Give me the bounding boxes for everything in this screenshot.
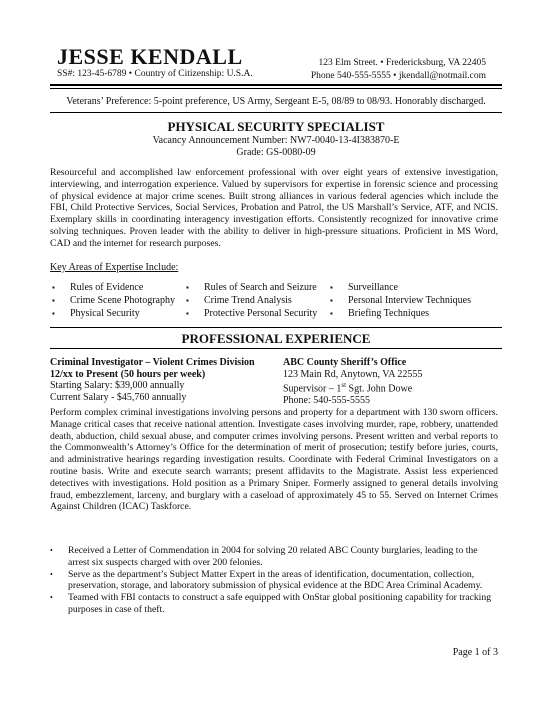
bullet-icon: ▪ [52,309,55,318]
bullet-icon: ▪ [186,296,189,305]
applicant-name: JESSE KENDALL [57,44,243,69]
accomplishments-list [50,545,498,616]
bullet-icon: • [50,569,53,579]
expertise-item: ▪ Physical Security [52,308,140,319]
bullet-icon: ▪ [186,283,189,292]
expertise-column-1 [52,281,175,320]
bullet-icon: ▪ [330,309,333,318]
expertise-item: ▪ Rules of Evidence [52,282,144,293]
job-duties: Perform complex criminal investigations involving persons and property for a department with 130 sworn officers. Manage critical cases that receive national attention. Investigate cases involving murder, rape, robbery, unattended death, abduction, child sexual abuse, and computer crimes involving persons. Present written and verbal reports to the Commonwealth’s Attorney’s Office for the determination of merit of prosecution; testify before juries, courts, and administrative hearings regarding investigation results. Coordinate with Federal Criminal Investigators on a routine basis. Write and execute search warrants; present affidavits to the Magistrate. Assist less experienced detectives with investigations. Hold position as a Primary Sniper. Formerly assigned to general details involving fraud, embezzlement, larceny, and burglary with a caseload of approximately 45 to 55. Served on Internet Crimes Against Children (ICAC) Taskforce. [50,407,498,513]
expertise-item: ▪ Personal Interview Techniques [330,295,471,306]
header-rule-thick [50,84,502,86]
bullet-icon: • [50,546,53,555]
bullet-icon: ▪ [330,283,333,292]
job-details [50,357,255,403]
phone-email: Phone 540-555-5555 • jkendall@notmail.com [310,71,486,81]
position-title: PHYSICAL SECURITY SPECIALIST [167,119,385,134]
header-rule-thin [50,88,502,89]
list-item: • Teamed with FBI contacts to construct a safe equipped with OnStar global positioning capability for tracking purposes in case of theft. [50,592,492,615]
veterans-rule [50,112,502,113]
job-dates: 12/xx to Present (50 hours per week) [50,368,206,380]
contact-block [300,57,486,83]
employer-address: 123 Main Rd, Anytown, VA 22555 [283,368,423,380]
experience-rule-bottom [50,348,502,349]
vacancy-announcement: Vacancy Announcement Number: NW7-0040-13-4I383870-E [152,135,400,146]
expertise-column-2 [186,281,317,320]
veterans-preference: Veterans’ Preference: 5-point preference, US Army, Sergeant E-5, 08/89 to 08/93. Honorably discharged. [66,96,486,107]
bullet-icon: ▪ [186,309,189,318]
expertise-item: ▪ Crime Trend Analysis [186,295,292,306]
bullet-icon: ▪ [52,296,55,305]
professional-summary: Resourceful and accomplished law enforcement professional with over eight years of extensive investigation, interviewing, and interrogation experience. Valued by supervisors for expertise in forensic science and processing of physical evidence at major crime scenes. Built strong alliances in various federal agencies which include the FBI, Child Protective Services, Social Services, Probation and Patrol, the US Marshall’s Service, ATF, and NCIS. Exemplary skills in coordinating interagency investigation efforts. Consistently recognized for innovative crime solving techniques. Proven leader with the ability to deliver in high-pressure situations. Proficient in MS Word, CAD and the internet for research purposes. [50,167,498,249]
supervisor: Supervisor – 1st Sgt. John Dowe [283,381,413,395]
expertise-column-3 [330,281,471,320]
position-grade: Grade: GS-0080-09 [236,147,316,158]
employer-details [283,357,422,406]
expertise-item: ▪ Crime Scene Photography [52,295,175,306]
employer-phone: Phone: 540-555-5555 [283,394,370,406]
page-number: Page 1 of 3 [452,647,498,658]
experience-heading: PROFESSIONAL EXPERIENCE [181,331,371,346]
ssn-citizenship-line: SS#: 123-45-6789 • Country of Citizenship: U.S.A. [57,69,253,79]
list-item: • Received a Letter of Commendation in 2004 for solving 20 related ABC County burglaries, leading to the arrest six suspects charged with over 200 felonies. [50,545,478,568]
expertise-item: ▪ Surveillance [330,282,398,293]
list-item: • Serve as the department’s Subject Matter Expert in the areas of identification, documentation, collection, preservation, storage, and laboratory submission of physical evidence at the BDC Area Criminal Academy. [50,568,483,592]
expertise-item: ▪ Protective Personal Security [186,308,318,319]
expertise-item: ▪ Briefing Techniques [330,308,430,319]
street-address: 123 Elm Street. • Fredericksburg, VA 22405 [318,58,486,68]
job-title: Criminal Investigator – Violent Crimes Division [50,357,255,368]
expertise-item: ▪ Rules of Search and Seizure [186,282,317,293]
current-salary: Current Salary - $45,760 annually [50,391,187,403]
starting-salary: Starting Salary: $39,000 annually [50,380,185,391]
bullet-icon: • [50,593,53,603]
bullet-icon: ▪ [330,296,333,305]
bullet-icon: ▪ [52,283,55,292]
employer-name: ABC County Sheriff’s Office [283,357,407,368]
experience-rule-top [50,327,502,328]
expertise-heading: Key Areas of Expertise Include: [50,262,179,273]
